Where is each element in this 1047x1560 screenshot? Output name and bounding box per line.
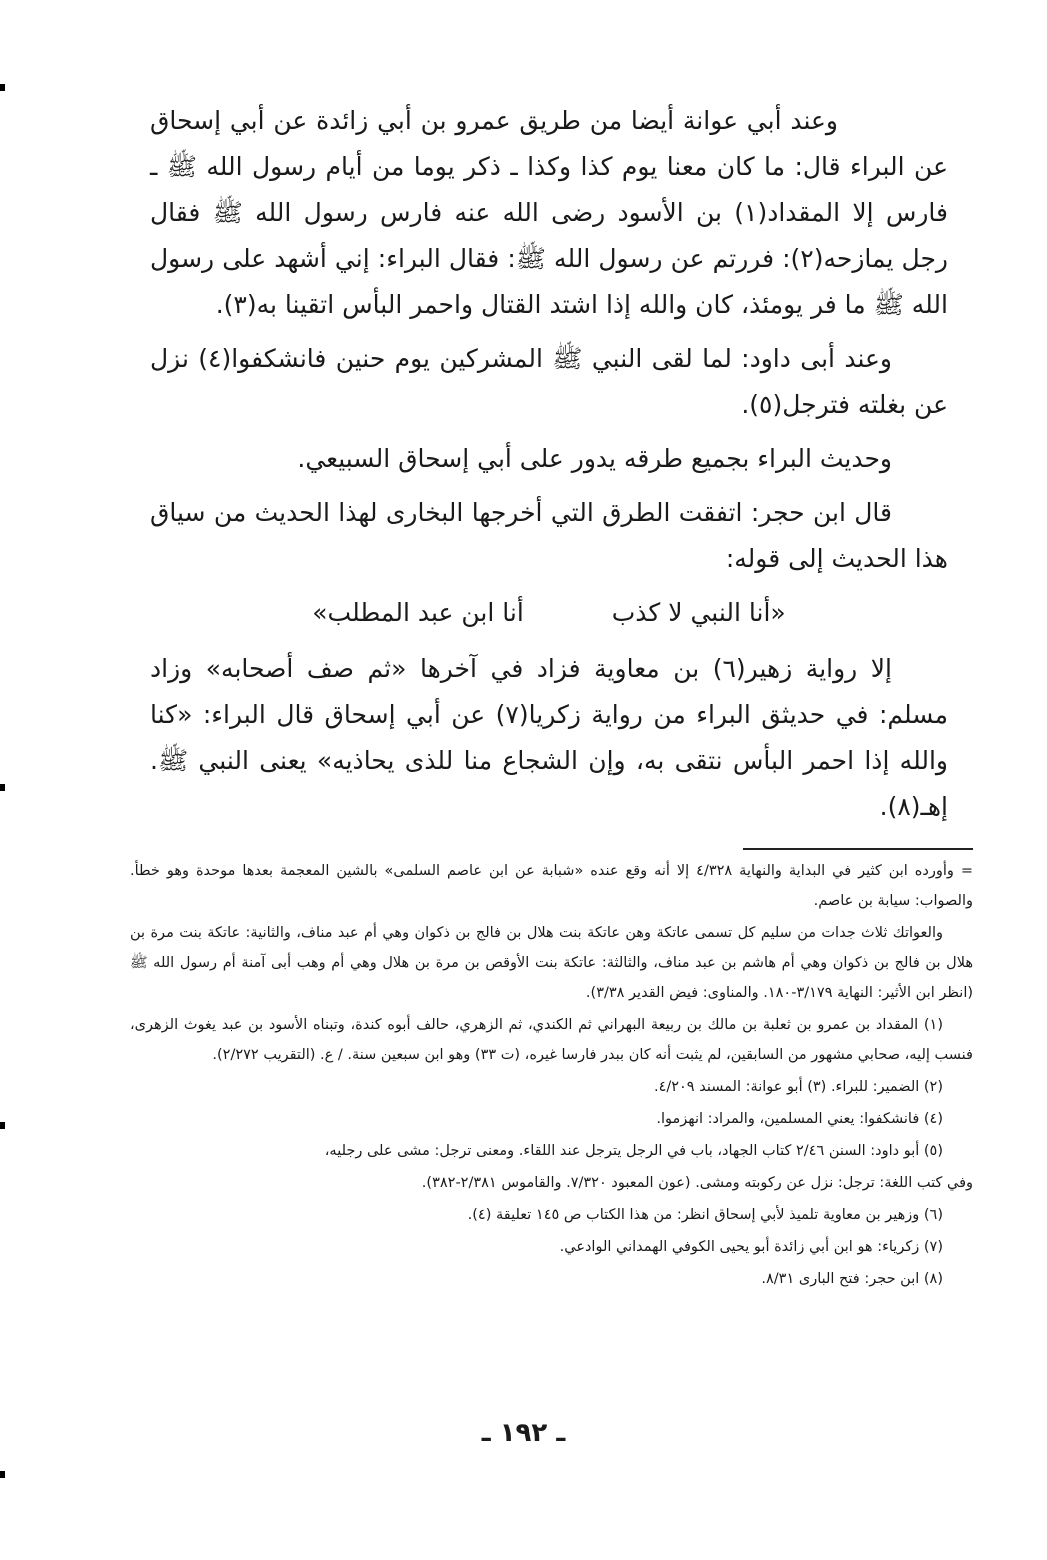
footnote: وفي كتب اللغة: ترجل: نزل عن ركوبته ومشى. (عون المعبود ٧/٣٢٠. والقاموس ٢/٣٨١-٣٨٢). (421, 1175, 973, 1191)
footnote: = وأورده ابن كثير في البداية والنهاية ٤/٣٢٨ إلا أنه وقع عنده «شبابة عن ابن عاصم السلمى» بالشين المعجمة بعدها موحدة وهو خطأ. والصواب: سيابة بن عاصم. (130, 863, 973, 909)
footnote: (٨) ابن حجر: فتح البارى ٨/٣١. (761, 1271, 943, 1287)
paragraph: قال ابن حجر: اتفقت الطرق التي أخرجها البخارى لهذا الحديث من سياق هذا الحديث إلى قوله: (150, 498, 948, 573)
verse-first-hemistich: «أنا النبي لا كذب (611, 598, 786, 627)
scan-mark (0, 784, 5, 791)
scan-mark (0, 1471, 5, 1478)
footnote: (٧) زكرياء: هو ابن أبي زائدة أبو يحيى الكوفي الهمداني الوادعي. (559, 1239, 943, 1255)
footnote: (١) المقداد بن عمرو بن ثعلبة بن مالك بن ربيعة البهراني ثم الكندي، ثم الزهري، حالف أبوه كندة، وتبناه الأسود بن عبد يغوث الزهرى، فنسب إليه، صحابي مشهور من السابقين، لم يثبت أنه كان ببدر فارسا غيره، (ت ٣٣) وهو ابن سبعين سنة. / ع. (التقريب ٢/٢٧٢). (130, 1017, 973, 1063)
paragraph: وعند أبى داود: لما لقى النبي ﷺ المشركين يوم حنين فانشكفوا(٤) نزل عن بغلته فترجل(٥). (150, 344, 948, 419)
scan-mark (0, 1122, 5, 1129)
paragraph: وعند أبي عوانة أيضا من طريق عمرو بن أبي زائدة عن أبي إسحاق عن البراء قال: ما كان معنا يوم كذا وكذا ـ ذكر يوما من أيام رسول الله ﷺ ـ فارس إلا المقداد(١) بن الأسود رضى الله عنه فارس رسول الله ﷺ فقال رجل يمازحه(٢): فررتم عن رسول الله ﷺ: فقال البراء: إني أشهد على رسول الله ﷺ ما فر يومئذ، كان والله إذا اشتد القتال واحمر البأس اتقينا به(٣). (150, 106, 949, 319)
footnote-separator (743, 848, 973, 850)
paragraph: وحديث البراء بجميع طرقه يدور على أبي إسحاق السبيعي. (297, 444, 892, 473)
footnote: (٤) فانشكفوا: يعني المسلمين، والمراد: انهزموا. (656, 1111, 943, 1127)
footnote: (٢) الضمير: للبراء. (٣) أبو عوانة: المسند ٤/٢٠٩. (653, 1079, 943, 1095)
main-text (150, 98, 948, 838)
paragraph: إلا رواية زهير(٦) بن معاوية فزاد في آخرها «ثم صف أصحابه» وزاد مسلم: في حديثق البراء من رواية زكريا(٧) عن أبي إسحاق قال البراء: «كنا والله إذا احمر البأس نتقى به، وإن الشجاع منا للذى يحاذيه» يعنى النبي ﷺ. إهـ(٨). (150, 654, 948, 821)
footnote: والعواتك ثلاث جدات من سليم كل تسمى عاتكة وهن عاتكة بنت هلال بن فالج بن ذكوان وهي أم عبد مناف، والثانية: عاتكة بنت مرة بن هلال بن فالج بن ذكوان وهي أم هاشم بن عبد مناف، والثالثة: عاتكة بنت الأوقص بن مرة بن هلال وهي أم وهب أبى آمنة أم رسول الله ﷺ (انظر ابن الأثير: النهاية ٣/١٧٩-١٨٠. والمناوى: فيض القدير ٣/٣٨). (130, 925, 973, 1001)
footnotes (130, 856, 973, 1296)
footnote: (٦) وزهير بن معاوية تلميذ لأبي إسحاق انظر: من هذا الكتاب ص ١٤٥ تعليقة (٤). (467, 1207, 943, 1223)
scan-mark (0, 84, 5, 91)
footnote: (٥) أبو داود: السنن ٢/٤٦ كتاب الجهاد، باب في الرجل يترجل عند اللقاء. ومعنى ترجل: مشى على رجليه، (324, 1143, 943, 1159)
poetry-verse (150, 590, 948, 636)
verse-second-hemistich: أنا ابن عبد المطلب» (312, 598, 524, 627)
page-number: ـ ١٩٢ ـ (481, 1418, 566, 1448)
